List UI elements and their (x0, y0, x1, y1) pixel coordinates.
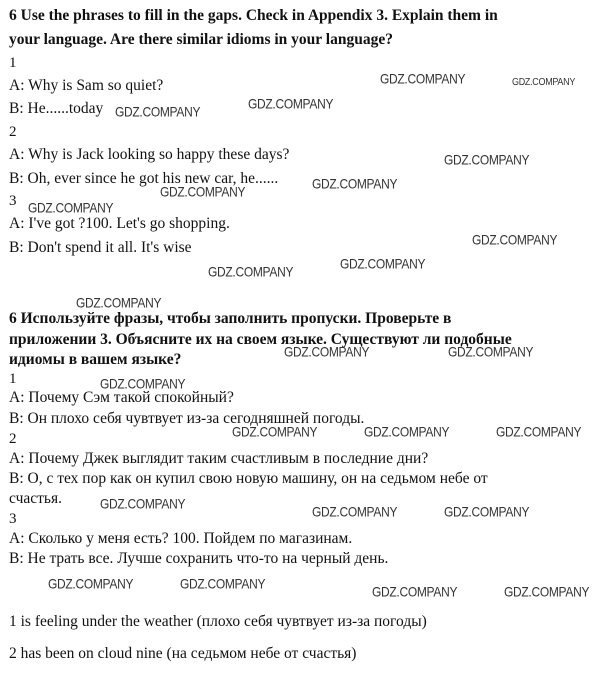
watermark-text: GDZ.COMPANY (380, 71, 466, 88)
watermark-text: GDZ.COMPANY (284, 344, 370, 361)
russian-dialogue-1-line-a: А: Почему Сэм такой спокойный? (9, 389, 234, 406)
english-dialogue-3-line-b: B: Don't spend it all. It's wise (9, 239, 192, 256)
watermark-text: GDZ.COMPANY (180, 576, 266, 593)
watermark-text: GDZ.COMPANY (504, 584, 590, 601)
watermark-text: GDZ.COMPANY (496, 424, 582, 441)
russian-dialogue-2-line-a: А: Почему Джек выглядит таким счастливым в последние дни? (9, 450, 429, 467)
english-dialogue-2-line-b: B: Oh, ever since he got his new car, he...... (9, 170, 279, 187)
watermark-text: GDZ.COMPANY (160, 184, 246, 201)
russian-heading-line-1: 6 Используйте фразы, чтобы заполнить пропуски. Проверьте в (9, 310, 452, 327)
watermark-text: GDZ.COMPANY (100, 496, 186, 513)
russian-dialogue-3-number: 3 (9, 511, 17, 527)
english-heading-line-1: 6 Use the phrases to fill in the gaps. Check in Appendix 3. Explain them in (9, 7, 498, 24)
watermark-text: GDZ.COMPANY (340, 256, 426, 273)
watermark-text: GDZ.COMPANY (372, 584, 458, 601)
russian-dialogue-1-number: 1 (9, 371, 17, 387)
english-heading-line-2: your language. Are there similar idioms in your language? (9, 31, 393, 48)
watermark-text: GDZ.COMPANY (444, 504, 530, 521)
watermark-text: GDZ.COMPANY (448, 344, 534, 361)
english-dialogue-1-line-a: A: Why is Sam so quiet? (9, 77, 164, 94)
english-dialogue-3-number: 3 (9, 193, 17, 209)
english-dialogue-1-line-b: B: He......today (9, 100, 104, 117)
watermark-text: GDZ.COMPANY (312, 504, 398, 521)
watermark-text: GDZ.COMPANY (232, 424, 318, 441)
answer-1: 1 is feeling under the weather (плохо себя чувтвует из-за погоды) (9, 613, 427, 630)
answer-2: 2 has been on cloud nine (на седьмом небе от счастья) (9, 645, 357, 662)
russian-dialogue-1-line-b: В: Он плохо себя чувтвует из-за сегодняшней погоды. (9, 410, 365, 427)
english-dialogue-2-number: 2 (9, 124, 17, 140)
russian-heading-line-3: идиомы в вашем языке? (9, 351, 182, 368)
watermark-text: GDZ.COMPANY (512, 76, 576, 88)
russian-dialogue-3-line-b: В: Не трать все. Лучше сохранить что-то на черный день. (9, 550, 389, 567)
russian-dialogue-2-line-b1: В: О, с тех пор как он купил свою новую машину, он на седьмом небе от (9, 470, 488, 487)
watermark-text: GDZ.COMPANY (248, 96, 334, 113)
watermark-text: GDZ.COMPANY (28, 200, 114, 217)
watermark-text: GDZ.COMPANY (48, 576, 134, 593)
watermark-text: GDZ.COMPANY (115, 104, 201, 121)
english-dialogue-3-line-a: A: I've got ?100. Let's go shopping. (9, 215, 230, 232)
watermark-text: GDZ.COMPANY (208, 264, 294, 281)
english-dialogue-1-number: 1 (9, 55, 17, 71)
russian-dialogue-2-number: 2 (9, 431, 17, 447)
russian-dialogue-3-line-a: А: Сколько у меня есть? 100. Пойдем по магазинам. (9, 530, 353, 547)
watermark-text: GDZ.COMPANY (364, 424, 450, 441)
watermark-text: GDZ.COMPANY (312, 176, 398, 193)
watermark-text: GDZ.COMPANY (444, 152, 530, 169)
russian-heading-line-2: приложении 3. Объясните их на своем языке. Существуют ли подобные (9, 331, 512, 348)
watermark-text: GDZ.COMPANY (100, 376, 186, 393)
watermark-text: GDZ.COMPANY (472, 232, 558, 249)
russian-dialogue-2-line-b2: счастья. (9, 490, 62, 507)
english-dialogue-2-line-a: A: Why is Jack looking so happy these days? (9, 146, 290, 163)
watermark-text: GDZ.COMPANY (76, 295, 162, 312)
